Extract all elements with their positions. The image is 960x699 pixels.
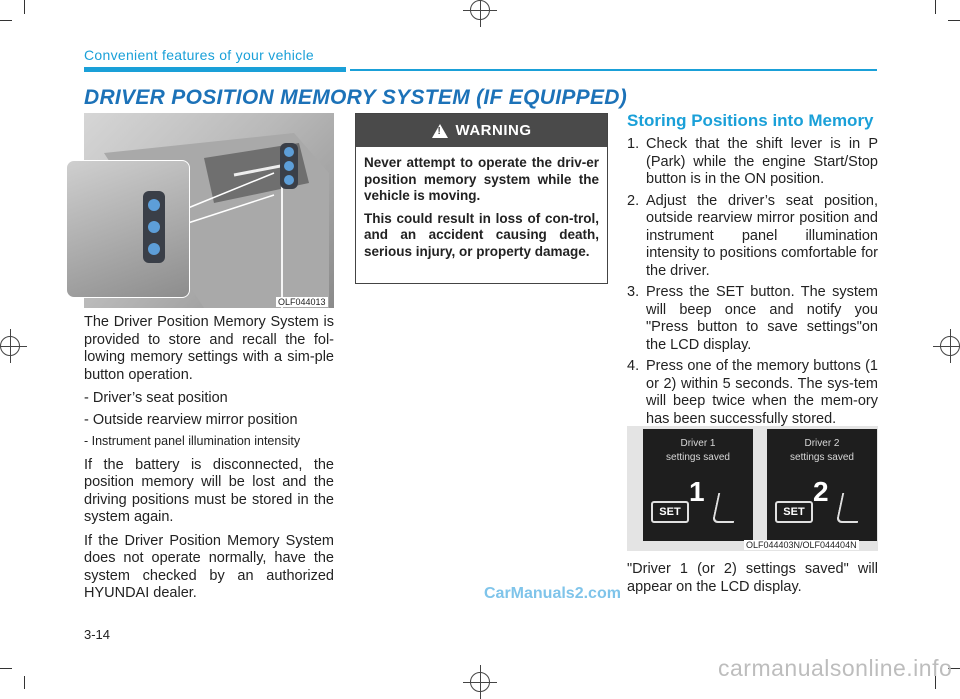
warning-header xyxy=(356,114,607,147)
section-title: Convenient features of your vehicle xyxy=(84,47,314,63)
registration-mark xyxy=(0,336,20,356)
registration-mark xyxy=(470,0,490,20)
lcd-line: Driver 2 xyxy=(804,438,840,449)
figure-code: OLF044013 xyxy=(278,297,326,307)
page-number: 3-14 xyxy=(84,627,111,642)
seat-icon xyxy=(712,493,740,523)
lcd-screen-driver-1 xyxy=(643,429,753,541)
list-item: - Outside rearview mirror position xyxy=(84,411,298,428)
step-item: 2. Adjust the driver’s seat position, outside rearview mirror position and instrument panel illumination intensity to positions comfortable for the driver. xyxy=(627,192,878,279)
warning-triangle-icon xyxy=(432,124,448,138)
warning-box xyxy=(355,113,608,284)
step-item: 3. Press the SET button. The system will beep once and notify you "Press button to save settings"on the LCD display. xyxy=(627,284,878,353)
memory-1-button-icon xyxy=(284,161,294,171)
button-closeup-inset xyxy=(66,160,190,298)
set-icon: SET xyxy=(775,501,813,523)
warning-text: Never attempt to operate the driv-er position memory system while the vehicle is moving. xyxy=(364,155,599,203)
crop-mark xyxy=(24,0,25,14)
lcd-figure xyxy=(627,426,878,551)
sub-heading: Storing Positions into Memory xyxy=(627,111,874,130)
memory-number: 2 xyxy=(813,476,829,507)
set-button-icon xyxy=(284,147,294,157)
result-paragraph: "Driver 1 (or 2) settings saved" will appear on the LCD display. xyxy=(627,561,878,595)
warning-title: WARNING xyxy=(455,122,532,139)
list-item: - Driver’s seat position xyxy=(84,390,228,406)
crop-mark xyxy=(24,676,25,689)
step-item: 1. Check that the shift lever is in P (Park) while the engine Start/Stop button is in the ON position. xyxy=(627,136,878,187)
list-item: - Instrument panel illumination intensity xyxy=(84,434,301,448)
registration-mark xyxy=(470,672,490,692)
lcd-screen-driver-2 xyxy=(767,429,877,541)
main-heading: DRIVER POSITION MEMORY SYSTEM (IF EQUIPPED) xyxy=(84,86,628,109)
warning-body xyxy=(356,147,607,260)
section-rule-thick xyxy=(84,67,346,72)
figure-code: OLF044403N/OLF044404N xyxy=(746,540,857,550)
battery-paragraph: If the battery is disconnected, the position memory will be lost and the driving positions must be stored in the system again. xyxy=(84,456,334,525)
watermark: carmanualsonline.info xyxy=(718,655,953,681)
lcd-line: settings saved xyxy=(790,452,854,463)
set-icon: SET xyxy=(651,501,689,523)
crop-mark xyxy=(0,20,12,21)
memory-button-panel-small xyxy=(280,143,298,189)
memory-1-button-icon xyxy=(148,221,160,233)
memory-button-panel xyxy=(143,191,165,263)
registration-mark xyxy=(940,336,960,356)
lcd-line: settings saved xyxy=(666,452,730,463)
section-rule-thin xyxy=(350,69,877,71)
left-column-text xyxy=(84,314,334,609)
step-item: 4. Press one of the memory buttons (1 or 2) within 5 seconds. The sys-tem will beep twice when the mem-ory has been successfully stored. xyxy=(627,358,878,427)
warning-text: This could result in loss of con-trol, and an accident causing death, serious injury, or property damage. xyxy=(364,210,599,259)
intro-paragraph: The Driver Position Memory System is provided to store and recall the fol-lowing memory settings with a sim-ple button operation. xyxy=(84,314,334,383)
memory-2-button-icon xyxy=(284,175,294,185)
crop-mark xyxy=(0,668,12,669)
watermark: CarManuals2.com xyxy=(484,585,621,602)
set-button-icon xyxy=(148,199,160,211)
crop-mark xyxy=(935,0,936,14)
seat-icon xyxy=(836,493,864,523)
crop-mark xyxy=(948,20,960,21)
steps-list xyxy=(627,136,878,454)
memory-number: 1 xyxy=(689,476,705,507)
lcd-line: Driver 1 xyxy=(680,438,716,449)
dealer-paragraph: If the Driver Position Memory System does not operate normally, have the system checked by an authorized HYUNDAI dealer. xyxy=(84,532,334,601)
memory-2-button-icon xyxy=(148,243,160,255)
